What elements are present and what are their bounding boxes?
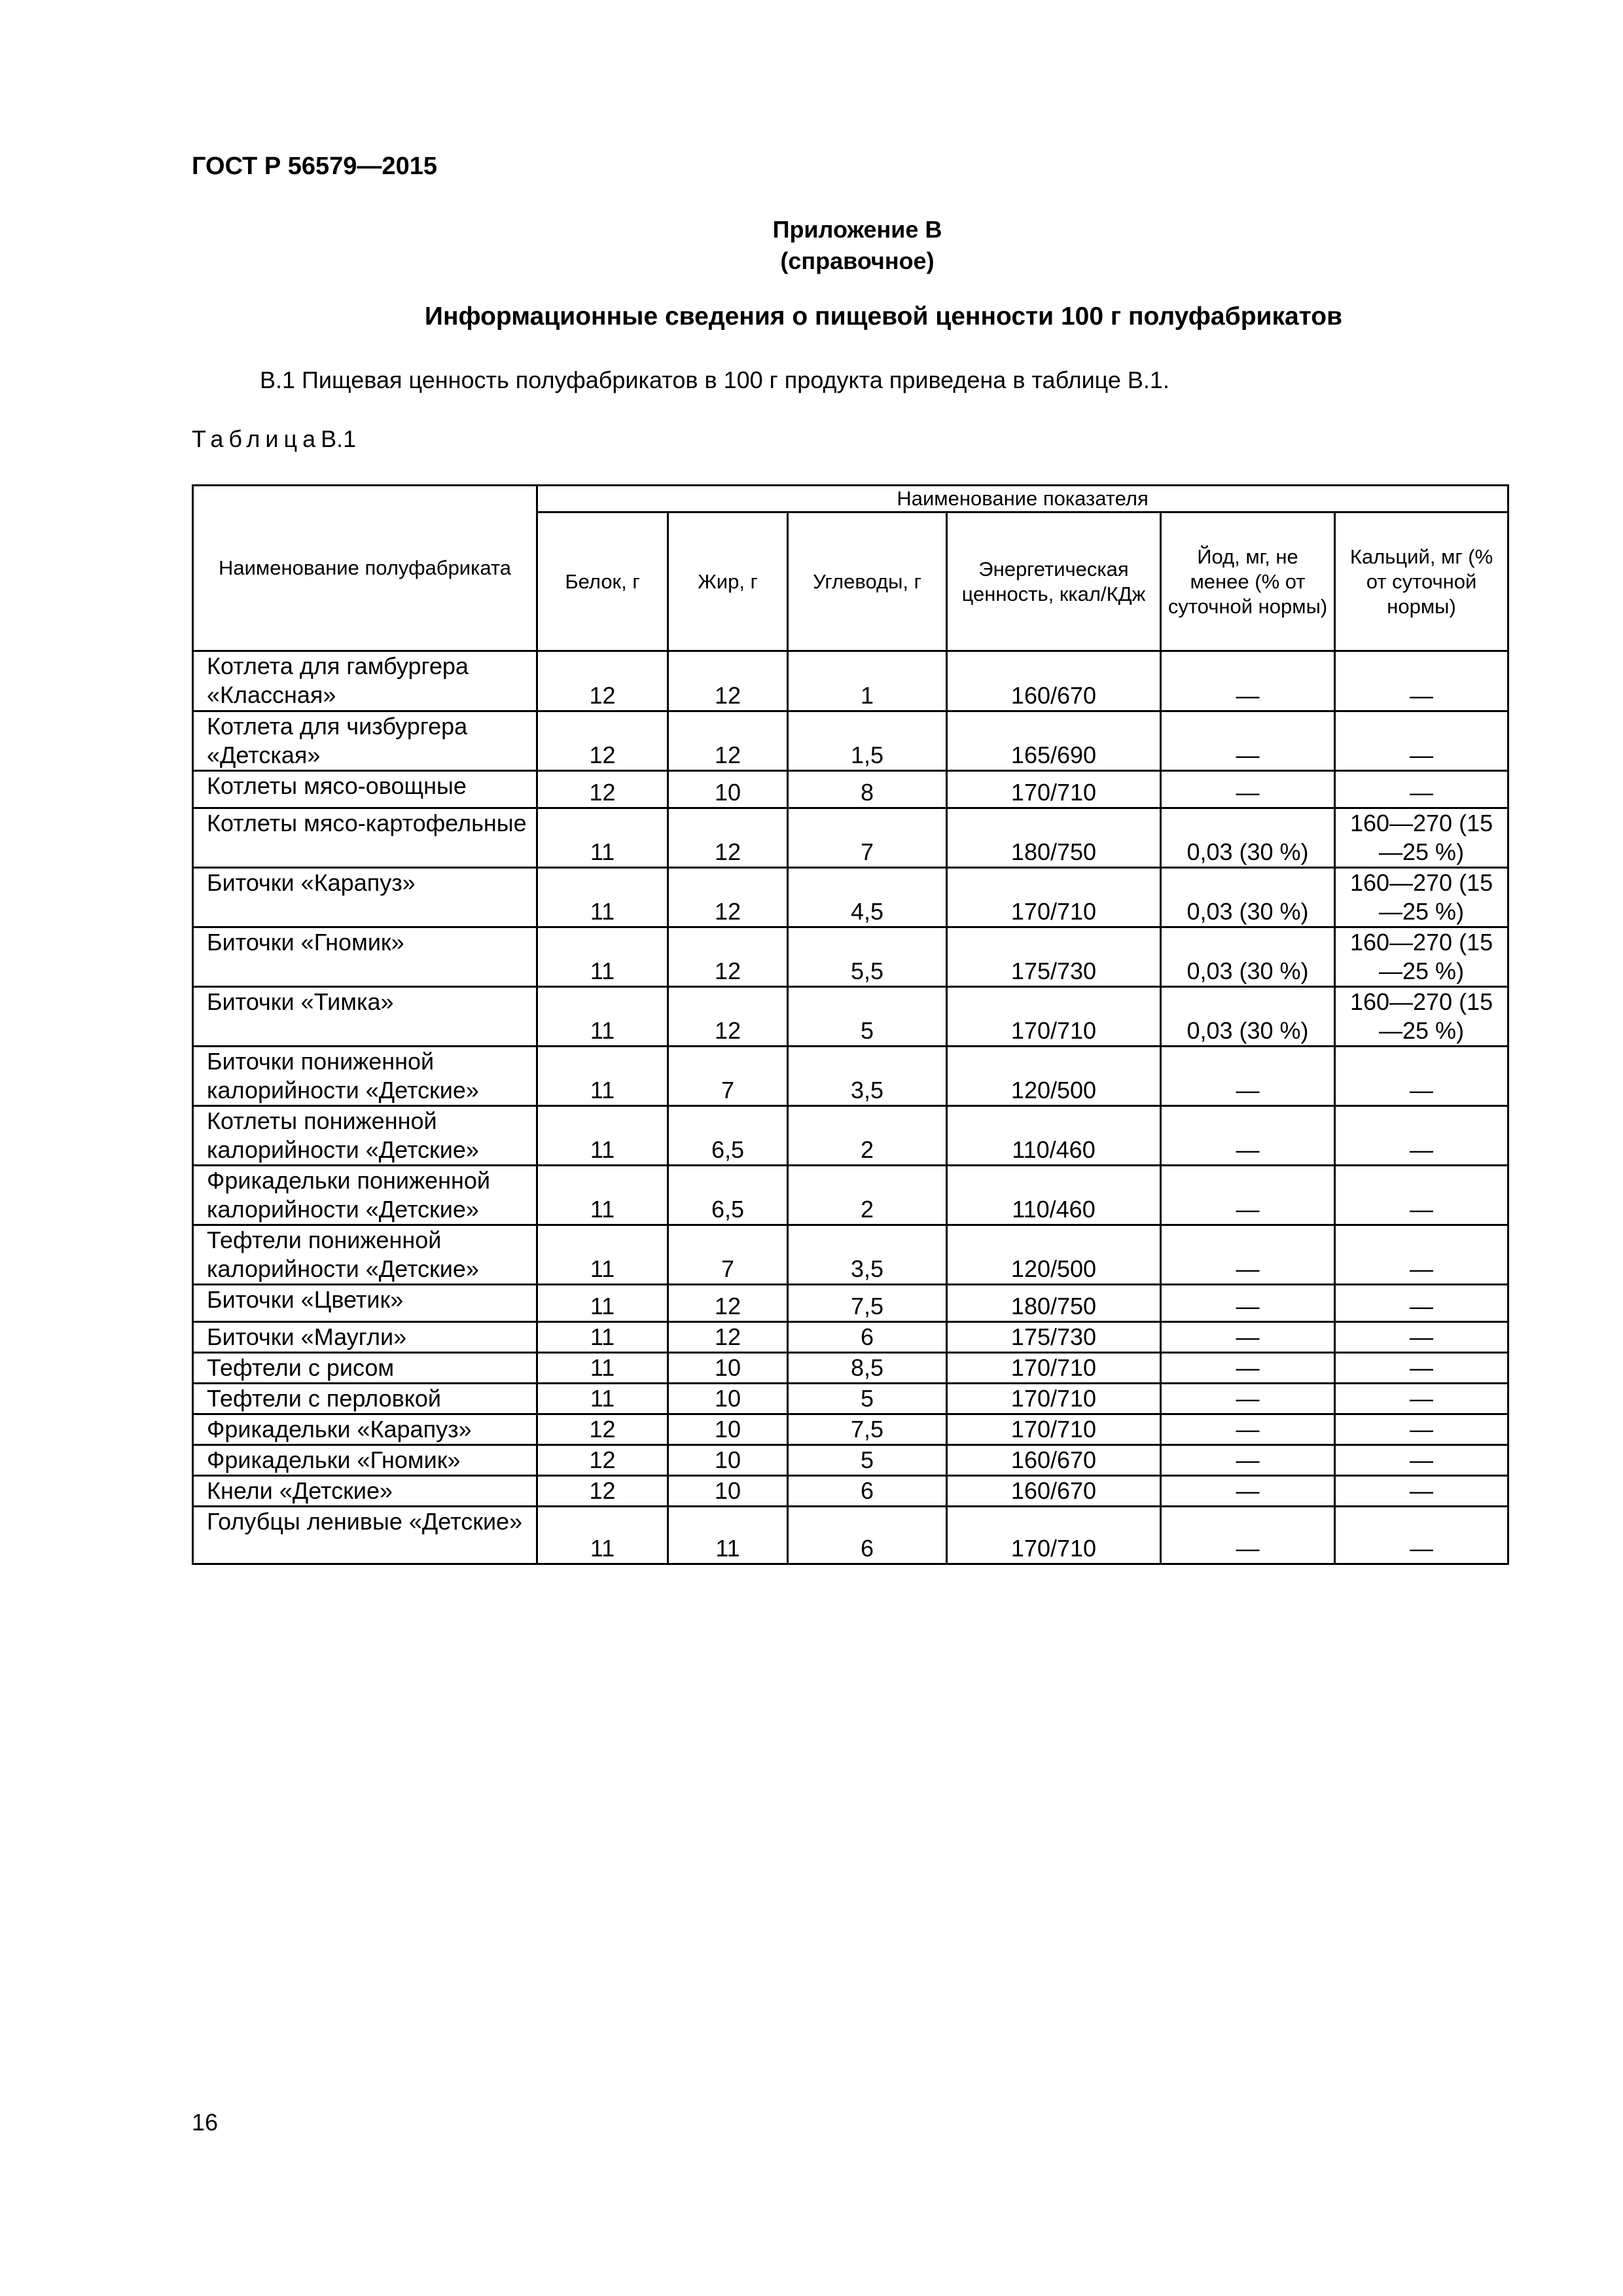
cell-energy: 110/460 [947, 1166, 1161, 1225]
cell-energy: 170/710 [947, 1414, 1161, 1445]
cell-protein: 11 [537, 987, 668, 1047]
page-number: 16 [192, 2109, 219, 2136]
cell-iodine: — [1161, 1414, 1335, 1445]
cell-iodine: — [1161, 1106, 1335, 1166]
cell-protein: 11 [537, 1166, 668, 1225]
cell-product-name: Биточки «Карапуз» [193, 868, 537, 927]
cell-fat: 12 [668, 808, 788, 868]
table-body [193, 651, 1508, 1564]
cell-protein: 11 [537, 1225, 668, 1285]
table-row [193, 1353, 1508, 1384]
cell-fat: 12 [668, 987, 788, 1047]
cell-product-name: Фрикадельки пониженной калорийности «Детские» [193, 1166, 537, 1225]
cell-fat: 12 [668, 927, 788, 987]
table-row [193, 771, 1508, 808]
cell-product-name: Биточки «Цветик» [193, 1285, 537, 1322]
section-heading: Информационные сведения о пищевой ценности 100 г полуфабрикатов [424, 302, 1343, 331]
cell-protein: 12 [537, 771, 668, 808]
cell-protein: 11 [537, 1106, 668, 1166]
cell-iodine: 0,03 (30 %) [1161, 987, 1335, 1047]
table-row [193, 1106, 1508, 1166]
cell-calcium: 160—270 (15—25 %) [1335, 808, 1508, 868]
cell-iodine: — [1161, 1166, 1335, 1225]
cell-iodine: — [1161, 771, 1335, 808]
column-header-protein: Белок, г [537, 512, 668, 651]
table-row [193, 711, 1508, 771]
table-row [193, 1476, 1508, 1507]
cell-carbs: 6 [788, 1322, 947, 1353]
cell-carbs: 1,5 [788, 711, 947, 771]
table-row [193, 1285, 1508, 1322]
cell-iodine: — [1161, 1353, 1335, 1384]
cell-energy: 175/730 [947, 927, 1161, 987]
cell-calcium: — [1335, 1476, 1508, 1507]
table-row [193, 1166, 1508, 1225]
cell-energy: 170/710 [947, 1507, 1161, 1564]
cell-calcium: — [1335, 1106, 1508, 1166]
cell-energy: 180/750 [947, 1285, 1161, 1322]
cell-iodine: — [1161, 1507, 1335, 1564]
cell-carbs: 8 [788, 771, 947, 808]
group-header: Наименование показателя [537, 486, 1508, 512]
table-row [193, 927, 1508, 987]
cell-protein: 12 [537, 1414, 668, 1445]
cell-fat: 10 [668, 1445, 788, 1476]
cell-energy: 170/710 [947, 771, 1161, 808]
cell-calcium: — [1335, 1384, 1508, 1414]
table-row [193, 1384, 1508, 1414]
intro-paragraph: В.1 Пищевая ценность полуфабрикатов в 100 г продукта приведена в таблице В.1. [260, 367, 1169, 393]
cell-energy: 170/710 [947, 987, 1161, 1047]
cell-carbs: 7 [788, 808, 947, 868]
cell-fat: 10 [668, 771, 788, 808]
cell-protein: 11 [537, 1047, 668, 1106]
cell-fat: 6,5 [668, 1106, 788, 1166]
table-row [193, 1414, 1508, 1445]
cell-iodine: — [1161, 1445, 1335, 1476]
cell-protein: 11 [537, 1353, 668, 1384]
cell-calcium: — [1335, 1414, 1508, 1445]
cell-energy: 170/710 [947, 1384, 1161, 1414]
cell-carbs: 5 [788, 987, 947, 1047]
cell-iodine: — [1161, 1047, 1335, 1106]
column-header-fat: Жир, г [668, 512, 788, 651]
cell-product-name: Тефтели с перловкой [193, 1384, 537, 1414]
cell-calcium: — [1335, 1166, 1508, 1225]
cell-energy: 170/710 [947, 868, 1161, 927]
cell-product-name: Биточки «Маугли» [193, 1322, 537, 1353]
cell-product-name: Кнели «Детские» [193, 1476, 537, 1507]
appendix-header [0, 214, 1623, 277]
cell-carbs: 7,5 [788, 1414, 947, 1445]
cell-product-name: Котлеты мясо-картофельные [193, 808, 537, 868]
cell-iodine: — [1161, 1225, 1335, 1285]
cell-fat: 12 [668, 711, 788, 771]
cell-fat: 11 [668, 1507, 788, 1564]
table-label-word: Таблица [192, 425, 321, 452]
cell-calcium: — [1335, 1225, 1508, 1285]
cell-carbs: 6 [788, 1507, 947, 1564]
cell-energy: 165/690 [947, 711, 1161, 771]
cell-energy: 120/500 [947, 1047, 1161, 1106]
cell-calcium: — [1335, 651, 1508, 711]
cell-product-name: Биточки «Тимка» [193, 987, 537, 1047]
cell-carbs: 6 [788, 1476, 947, 1507]
cell-fat: 12 [668, 1322, 788, 1353]
cell-product-name: Фрикадельки «Гномик» [193, 1445, 537, 1476]
cell-fat: 10 [668, 1353, 788, 1384]
cell-carbs: 7,5 [788, 1285, 947, 1322]
cell-protein: 12 [537, 711, 668, 771]
cell-carbs: 8,5 [788, 1353, 947, 1384]
cell-protein: 11 [537, 1384, 668, 1414]
cell-protein: 12 [537, 1476, 668, 1507]
cell-iodine: 0,03 (30 %) [1161, 927, 1335, 987]
table-row [193, 1507, 1508, 1564]
cell-product-name: Котлеты мясо-овощные [193, 771, 537, 808]
cell-iodine: — [1161, 711, 1335, 771]
cell-energy: 160/670 [947, 651, 1161, 711]
cell-calcium: — [1335, 771, 1508, 808]
table-row [193, 1225, 1508, 1285]
cell-protein: 11 [537, 1322, 668, 1353]
document-id: ГОСТ Р 56579—2015 [192, 152, 437, 180]
table-row [193, 987, 1508, 1047]
table-label [192, 425, 356, 453]
cell-carbs: 1 [788, 651, 947, 711]
table-row [193, 1047, 1508, 1106]
cell-product-name: Тефтели с рисом [193, 1353, 537, 1384]
cell-fat: 7 [668, 1225, 788, 1285]
cell-carbs: 3,5 [788, 1047, 947, 1106]
cell-calcium: — [1335, 1322, 1508, 1353]
cell-carbs: 5 [788, 1384, 947, 1414]
cell-calcium: 160—270 (15—25 %) [1335, 868, 1508, 927]
cell-iodine: — [1161, 1285, 1335, 1322]
cell-protein: 11 [537, 868, 668, 927]
cell-protein: 11 [537, 927, 668, 987]
cell-carbs: 4,5 [788, 868, 947, 927]
cell-energy: 180/750 [947, 808, 1161, 868]
cell-calcium: 160—270 (15—25 %) [1335, 987, 1508, 1047]
cell-fat: 12 [668, 1285, 788, 1322]
cell-carbs: 2 [788, 1106, 947, 1166]
cell-iodine: — [1161, 1476, 1335, 1507]
cell-calcium: — [1335, 1285, 1508, 1322]
table-row [193, 808, 1508, 868]
appendix-title: Приложение В [772, 216, 942, 243]
cell-carbs: 2 [788, 1166, 947, 1225]
column-header-energy: Энергетическая ценность, ккал/КДж [947, 512, 1161, 651]
cell-fat: 6,5 [668, 1166, 788, 1225]
table-row [193, 1445, 1508, 1476]
cell-product-name: Фрикадельки «Карапуз» [193, 1414, 537, 1445]
cell-iodine: 0,03 (30 %) [1161, 868, 1335, 927]
cell-protein: 11 [537, 1285, 668, 1322]
appendix-type: (справочное) [780, 247, 935, 274]
cell-calcium: — [1335, 1445, 1508, 1476]
cell-product-name: Котлеты пониженной калорийности «Детские» [193, 1106, 537, 1166]
cell-energy: 160/670 [947, 1476, 1161, 1507]
cell-calcium: — [1335, 711, 1508, 771]
cell-fat: 7 [668, 1047, 788, 1106]
cell-fat: 10 [668, 1476, 788, 1507]
column-header-calcium: Кальций, мг (% от суточной нормы) [1335, 512, 1508, 651]
cell-product-name: Биточки пониженной калорийности «Детские» [193, 1047, 537, 1106]
cell-iodine: — [1161, 1384, 1335, 1414]
table-row [193, 1322, 1508, 1353]
cell-energy: 170/710 [947, 1353, 1161, 1384]
cell-calcium: — [1335, 1507, 1508, 1564]
table-row [193, 651, 1508, 711]
cell-protein: 12 [537, 651, 668, 711]
cell-fat: 10 [668, 1414, 788, 1445]
table-row [193, 868, 1508, 927]
column-header-iodine: Йод, мг, не менее (% от суточной нормы) [1161, 512, 1335, 651]
cell-calcium: — [1335, 1353, 1508, 1384]
cell-energy: 160/670 [947, 1445, 1161, 1476]
cell-energy: 175/730 [947, 1322, 1161, 1353]
cell-protein: 12 [537, 1445, 668, 1476]
table-label-number: В.1 [321, 425, 357, 452]
cell-calcium: 160—270 (15—25 %) [1335, 927, 1508, 987]
cell-fat: 10 [668, 1384, 788, 1414]
cell-product-name: Котлета для чизбургера «Детская» [193, 711, 537, 771]
cell-carbs: 5 [788, 1445, 947, 1476]
cell-fat: 12 [668, 868, 788, 927]
cell-calcium: — [1335, 1047, 1508, 1106]
nutrition-table [192, 484, 1509, 1565]
cell-product-name: Котлета для гамбургера «Классная» [193, 651, 537, 711]
cell-energy: 120/500 [947, 1225, 1161, 1285]
cell-product-name: Тефтели пониженной калорийности «Детские» [193, 1225, 537, 1285]
cell-iodine: 0,03 (30 %) [1161, 808, 1335, 868]
cell-protein: 11 [537, 1507, 668, 1564]
cell-energy: 110/460 [947, 1106, 1161, 1166]
cell-product-name: Голубцы ленивые «Детские» [193, 1507, 537, 1564]
cell-fat: 12 [668, 651, 788, 711]
cell-product-name: Биточки «Гномик» [193, 927, 537, 987]
column-header-name: Наименование полуфабриката [193, 486, 537, 651]
cell-iodine: — [1161, 1322, 1335, 1353]
cell-protein: 11 [537, 808, 668, 868]
cell-carbs: 3,5 [788, 1225, 947, 1285]
cell-iodine: — [1161, 651, 1335, 711]
cell-carbs: 5,5 [788, 927, 947, 987]
column-header-carbs: Углеводы, г [788, 512, 947, 651]
